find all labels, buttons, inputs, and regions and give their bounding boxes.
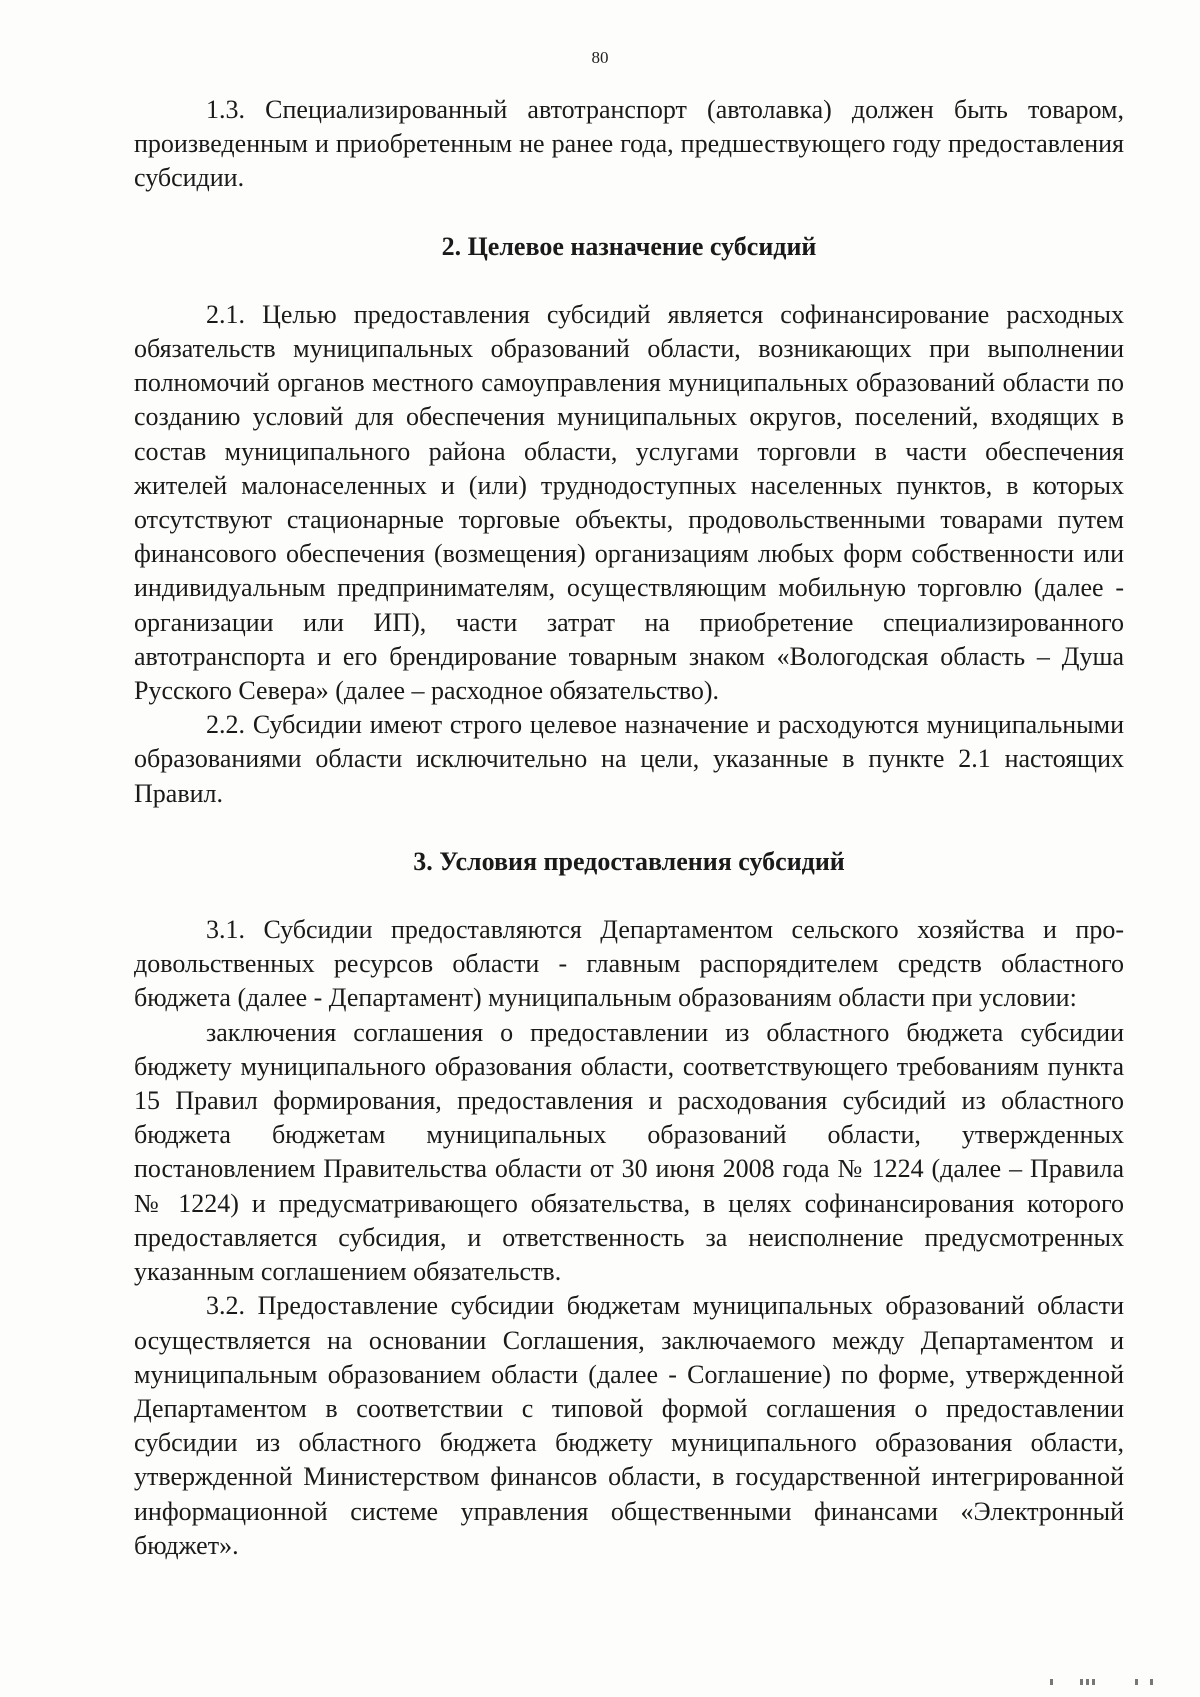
section-heading-2: 2. Целевое назначение субсидий <box>441 231 817 261</box>
scan-artifact <box>1040 1675 1160 1685</box>
paragraph-3-2: 3.2. Предоставление субсидии бюджетам муниципальных образований области осуществляется на основании Соглашения, заключаемого между Департаментом и муниципальным образованием области (далее - Соглашение) по форме, утвержденной Департаментом в соответствии с типовой формой соглашения о предоставлении субсидии из областного бюджета бюджету муниципального образования области, утвержденной Министерством финансов области, в государственной интегрированной информационной системе управления общественными финансами «Электронный бюджет». <box>134 1291 1124 1560</box>
page-number: 80 <box>591 48 609 67</box>
paragraph-2-2: 2.2. Субсидии имеют строго целевое назначение и расходуются муниципальными образованиями области исключительно на цели, указанные в пункте 2.1 настоящих Правил. <box>134 710 1124 808</box>
spacer <box>134 196 1124 230</box>
spacer <box>134 264 1124 298</box>
document-body <box>134 93 1124 1563</box>
spacer <box>134 811 1124 845</box>
paragraph-3-1-condition: заключения соглашения о предоставлении из областного бюджета субсидии бюджету муниципального образования области, соответствующего требованиям пункта 15 Правил формирования, предоставления и расходования субсидий из областного бюджета бюджетам муниципальных образований области, утвержденных постановлением Правительства области от 30 июня 2008 года № 1224 (далее – Правила № 1224) и предусматривающего обязательства, в целях софинансирования которого предоставляется субсидия, и ответственность за неисполнение предусмотренных указанным соглашением обязательств. <box>134 1017 1124 1287</box>
spacer <box>134 879 1124 913</box>
paragraph-3-1: 3.1. Субсидии предоставляются Департаментом сельского хозяйства и продовольственных ресурсов области - главным распорядителем средств областного бюджета (далее - Департамент) муниципальным образованиям области при условии: <box>134 915 1124 1013</box>
section-heading-3: 3. Условия предоставления субсидий <box>413 846 845 876</box>
paragraph-1-3: 1.3. Специализированный автотранспорт (автолавка) должен быть товаром, произведенным и приобретенным не ранее года, предшествующего году предоставления субсидии. <box>134 95 1124 193</box>
paragraph-2-1: 2.1. Целью предоставления субсидий является софинансирование расходных обязательств муниципальных образований области, возникающих при выполнении полномочий органов местного самоуправления муниципальных образований области по созданию условий для обеспечения муниципальных округов, поселений, входящих в состав муниципального района области, услугами торговли в части обеспечения жителей малонаселенных и (или) труднодоступных населенных пунктов, в которых отсутствуют стационарные торговые объекты, продовольственными товарами путем финансового обеспечения (возмещения) организациям любых форм собственности или индивидуальным предпринимателям, осуществляющим мобильную торговлю (далее - организации или ИП), части затрат на приобретение специализированного автотранспорта и его брендирование товарным знаком «Вологодская область – Душа Русского Севера» (далее – расходное обязательство). <box>134 299 1124 706</box>
